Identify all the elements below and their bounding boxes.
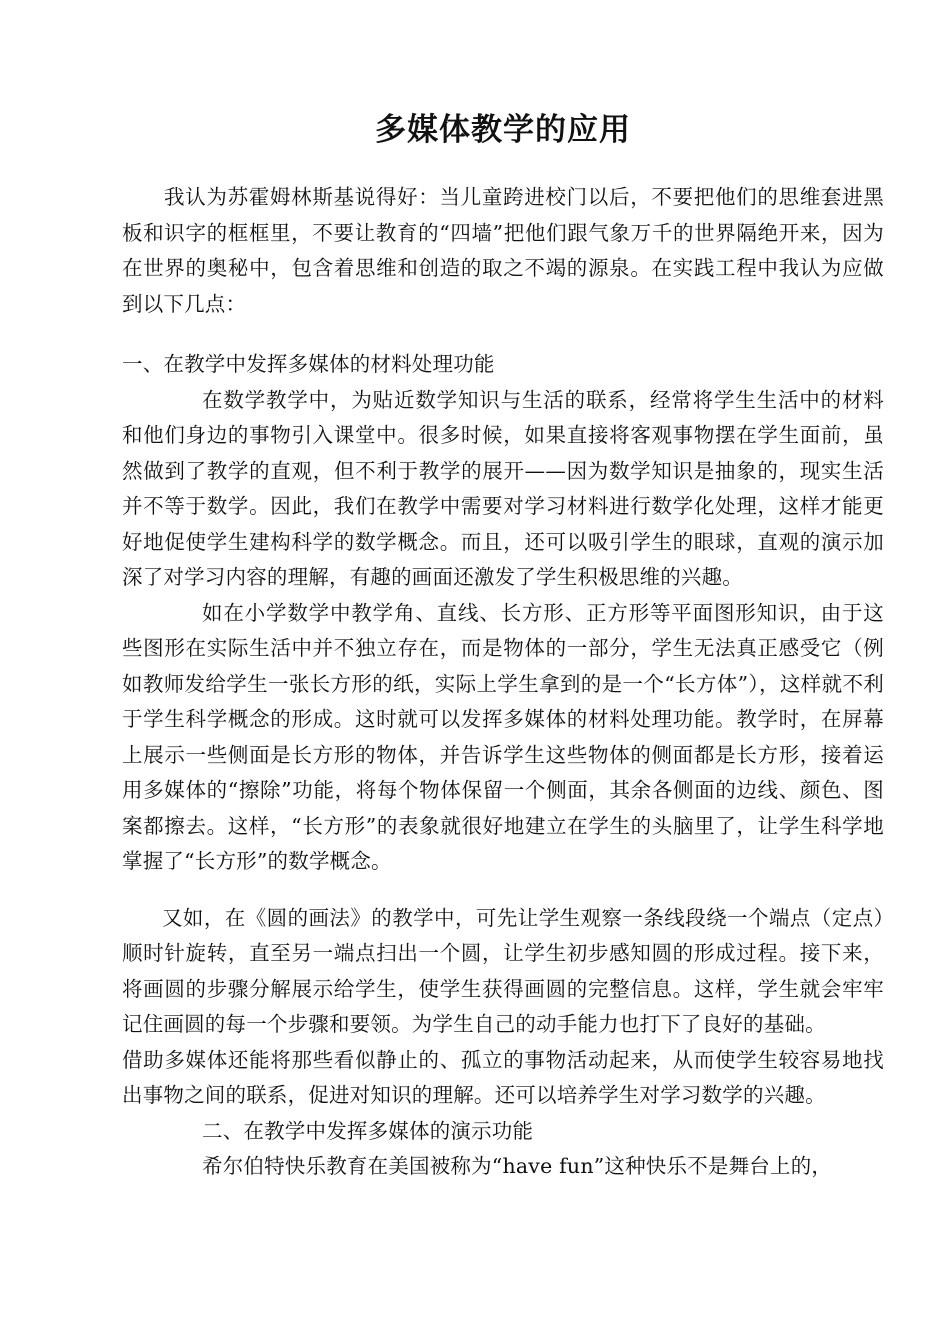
- body-paragraph: 希尔伯特快乐教育在美国被称为“have fun”这种快乐不是舞台上的，: [202, 1154, 833, 1178]
- document-page: [122, 0, 884, 1344]
- body-paragraph: 如在小学数学中教学角、直线、长方形、正方形等平面图形知识，由于这些图形在实际生活中并不独立存在，而是物体的一部分，学生无法真正感受它（例如教师发给学生一张长方形的纸，实际上学生拿到的是一个“长方体”），这样就不利于学生科学概念的形成。这时就可以发挥多媒体的材料处理功能。教学时，在屏幕上展示一些侧面是长方形的物体，并告诉学生这些物体的侧面都是长方形，接着运用多媒体的“擦除”功能，将每个物体保留一个侧面，其余各侧面的边线、颜色、图案都擦去。这样，“长方形”的表象就很好地建立在学生的头脑里了，让学生科学地掌握了“长方形”的数学概念。: [122, 600, 884, 873]
- document-title: 多媒体教学的应用: [375, 112, 631, 148]
- section-heading-1: 一、在教学中发挥多媒体的材料处理功能: [122, 352, 495, 376]
- document-body: [122, 180, 884, 1185]
- body-paragraph: 又如，在《圆的画法》的教学中，可先让学生观察一条线段绕一个端点（定点）顺时针旋转，直至另一端点扫出一个圆，让学生初步感知圆的形成过程。接下来，将画圆的步骤分解展示给学生，使学生获得画圆的完整信息。这样，学生就会牢牢记住画圆的每一个步骤和要领。为学生自己的动手能力也打下了良好的基础。: [122, 905, 884, 1036]
- body-paragraph: 借助多媒体还能将那些看似静止的、孤立的事物活动起来，从而使学生较容易地找出事物之间的联系，促进对知识的理解。还可以培养学生对学习数学的兴趣。: [122, 1047, 884, 1107]
- body-paragraph: 在数学教学中，为贴近数学知识与生活的联系，经常将学生生活中的材料和他们身边的事物引入课堂中。很多时候，如果直接将客观事物摆在学生面前，虽然做到了教学的直观，但不利于教学的展开——因为数学知识是抽象的，现实生活并不等于数学。因此，我们在教学中需要对学习材料进行数学化处理，这样才能更好地促使学生建构科学的数学概念。而且，还可以吸引学生的眼球，直观的演示加深了对学习内容的理解，有趣的画面还激发了学生积极思维的兴趣。: [122, 387, 884, 589]
- section-heading-2: 二、在教学中发挥多媒体的演示功能: [202, 1118, 534, 1143]
- intro-paragraph: 我认为苏霍姆林斯基说得好：当儿童跨进校门以后，不要把他们的思维套进黑板和识字的框框里，不要让教育的“四墙”把他们跟气象万千的世界隔绝开来，因为在世界的奥秘中，包含着思维和创造的取之不竭的源泉。在实践工程中我认为应做到以下几点：: [122, 185, 884, 316]
